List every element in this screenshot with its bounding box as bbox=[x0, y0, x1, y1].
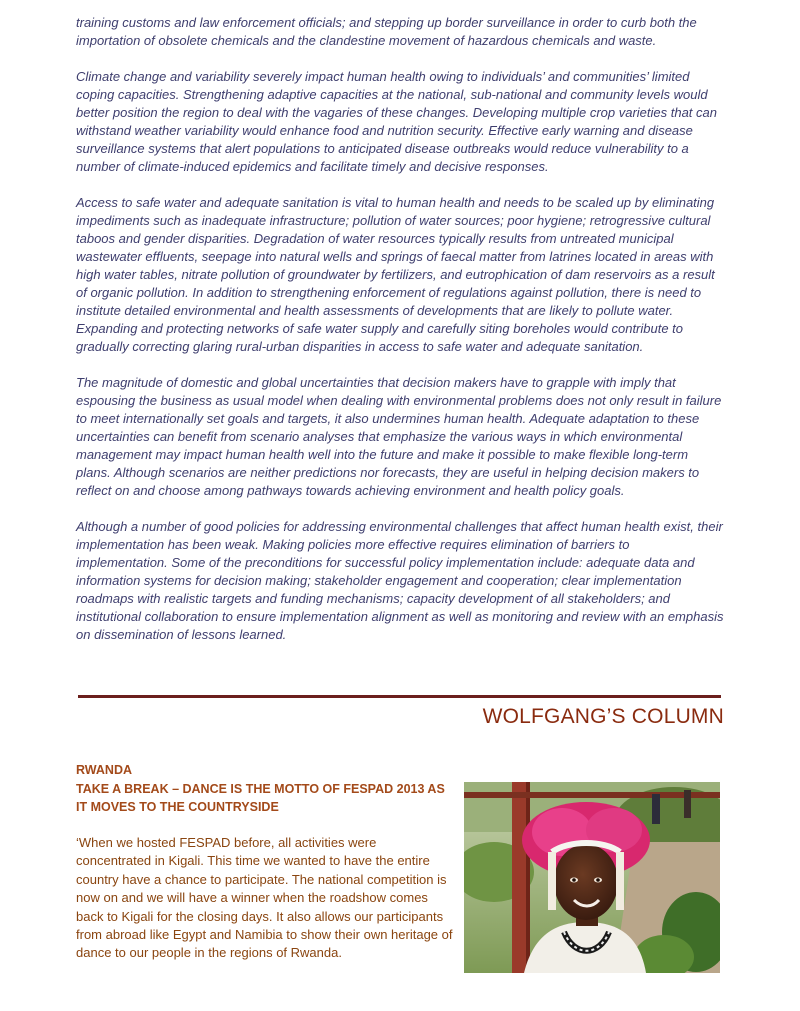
body-text bbox=[76, 14, 724, 662]
article-headline: TAKE A BREAK – DANCE IS THE MOTTO OF FESPAD 2013 AS IT MOVES TO THE COUNTRYSIDE bbox=[76, 782, 445, 814]
dancer-photo bbox=[464, 782, 720, 973]
section-divider bbox=[78, 695, 721, 698]
article-text: ‘When we hosted FESPAD before, all activities were concentrated in Kigali. This time we wanted to have the entire country have a chance to participate. The national competition is now on and we will have a winner when the roadshow comes back to Kigali for the closing days. It also allows our participants from abroad like Egypt and Namibia to show their own heritage of dance to our people in the regions of Rwanda. bbox=[76, 835, 453, 961]
article-country: RWANDA bbox=[76, 763, 133, 777]
paragraph-4: The magnitude of domestic and global uncertainties that decision makers have to grapple with imply that espousing the business as usual model when dealing with environmental problems does not only result in failure to meet internationally set goals and targets, it also undermines human health. Adequate adaptation to these uncertainties can benefit from scenario analyses that emphasize the various ways in which environmental management may impact human health well into the future and make it possible to make flexible long-term plans. Although scenarios are neither predictions nor forecasts, they are useful in helping decision makers to reflect on and choose among pathways towards achieving environment and health policy goals. bbox=[76, 375, 722, 498]
paragraph-5: Although a number of good policies for addressing environmental challenges that affect human health exist, their implementation has been weak. Making policies more effective requires elimination of barriers to implementation. Some of the preconditions for successful policy implementation include: adequate data and information systems for decision making; stakeholder engagement and cooperation; clear implementation roadmaps with realistic targets and funding mechanisms; capacity development of all stakeholders; and institutional collaboration to ensure implementation alignment as well as monitoring and review with an emphasis on dissemination of lessons learned. bbox=[76, 519, 724, 642]
column-title: WOLFGANG’S COLUMN bbox=[482, 705, 724, 728]
paragraph-3: Access to safe water and adequate sanitation is vital to human health and needs to be scaled up by eliminating impediments such as inadequate infrastructure; pollution of water sources; poor hygiene; retrogressive cultural taboos and gender disparities. Degradation of water resources typically results from untreated municipal wastewater effluents, seepage into natural wells and springs of faecal matter from latrines located in areas with high water tables, nitrate pollution of groundwater by fertilizers, and eutrophication of dam reservoirs as a result of organic pollution. In addition to strengthening enforcement of regulations against pollution, there is need to institute detailed environmental and health assessments of developments that are likely to pollute water. Expanding and protecting networks of safe water supply and carefully siting boreholes would contribute to gradually correcting glaring rural-urban disparities in access to safe water and adequate sanitation. bbox=[76, 195, 715, 354]
paragraph-1: training customs and law enforcement officials; and stepping up border surveillance in order to curb both the importation of obsolete chemicals and the clandestine movement of hazardous chemicals and waste. bbox=[76, 15, 697, 48]
paragraph-2: Climate change and variability severely impact human health owing to individuals’ and communities’ limited coping capacities. Strengthening adaptive capacities at the national, sub-national and community levels would better position the region to deal with the vagaries of these changes. Developing multiple crop varieties that can withstand weather variability would enhance food and nutrition security. Effective early warning and disease surveillance systems that alert populations to anticipated disease outbreaks would reduce vulnerability to a number of climate-induced epidemics and facilitate timely and decisive responses. bbox=[76, 69, 717, 174]
